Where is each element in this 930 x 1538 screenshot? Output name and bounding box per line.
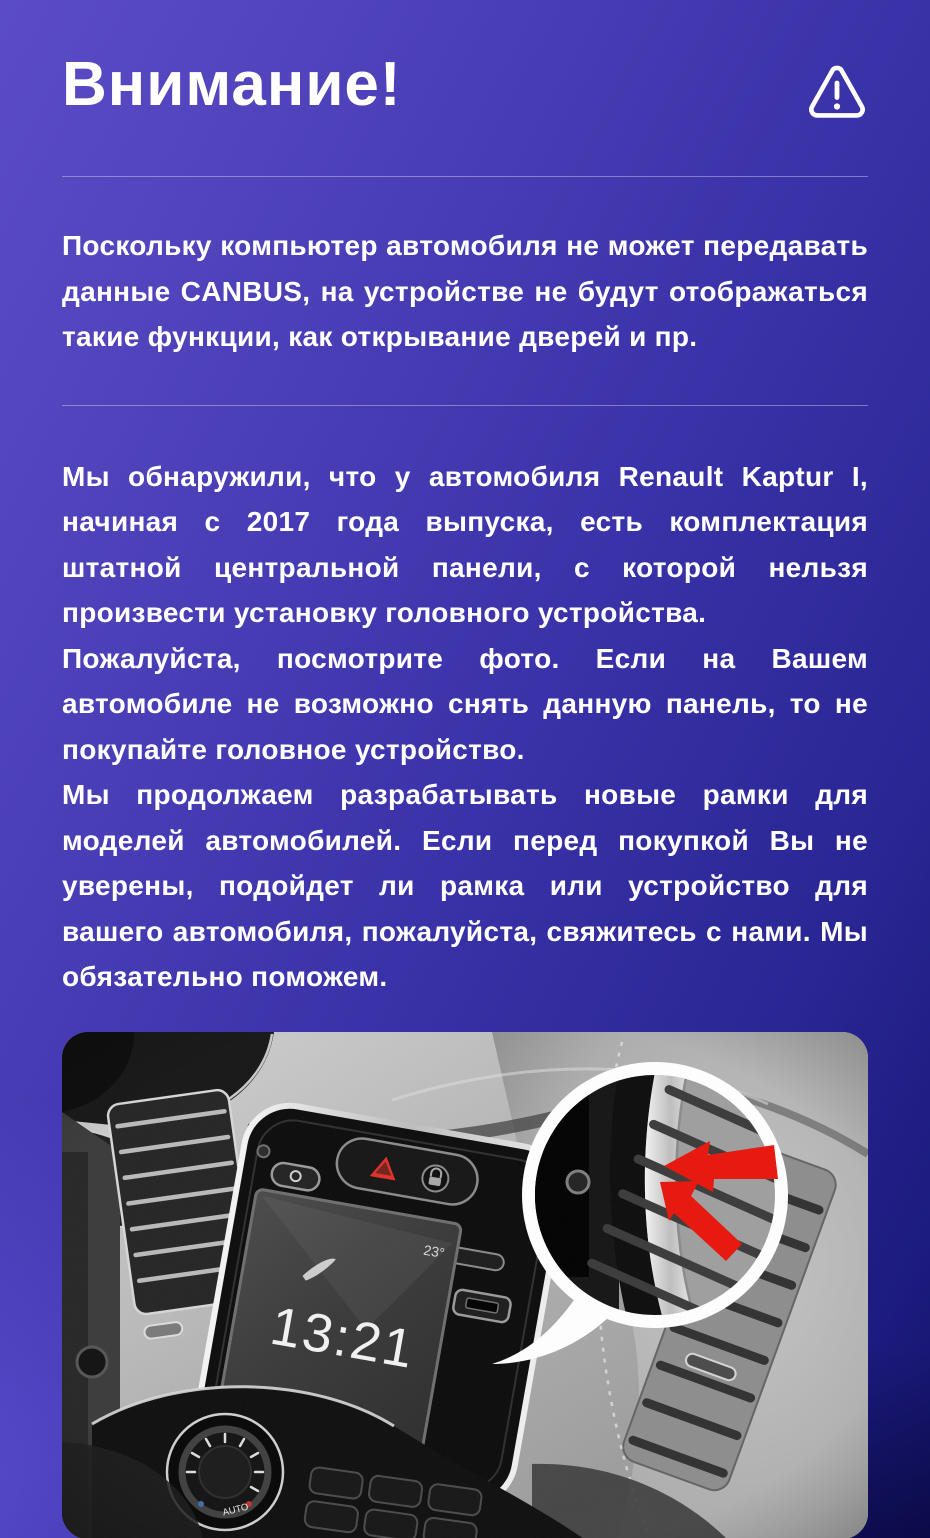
paragraph-kaptur: Мы обнаружили, что у автомобиля Renault Kaptur I, начиная с 2017 года выпуска, есть комплектация штатной центральной панели, с которой нельзя произвести установку головного устройства. bbox=[62, 460, 868, 628]
canbus-note bbox=[62, 223, 868, 360]
divider-top bbox=[62, 176, 868, 177]
warning-triangle-icon bbox=[808, 64, 866, 120]
paragraph-canbus: Поскольку компьютер автомобиля не может передавать данные CANBUS, на устройстве не будут отображаться такие функции, как открывание дверей и пр. bbox=[62, 230, 868, 352]
paragraph-contact-us: Мы продолжаем разрабатывать новые рамки для моделей автомобилей. Если перед покупкой Вы не уверены, подойдет ли рамка или устройство для вашего автомобиля, пожалуйста, свяжитесь с нами. Мы обязательно поможем. bbox=[62, 779, 868, 992]
paragraph-check-photo: Пожалуйста, посмотрите фото. Если на Вашем автомобиле не возможно снять данную панель, то не покупайте головное устройство. bbox=[62, 642, 868, 765]
kaptur-note bbox=[62, 454, 868, 1000]
photo-vignette bbox=[62, 1032, 868, 1538]
dashboard-photo bbox=[62, 1032, 868, 1538]
divider-middle bbox=[62, 405, 868, 406]
dashboard-photo-scene bbox=[62, 1032, 868, 1538]
page-title: Внимание! bbox=[62, 50, 402, 119]
